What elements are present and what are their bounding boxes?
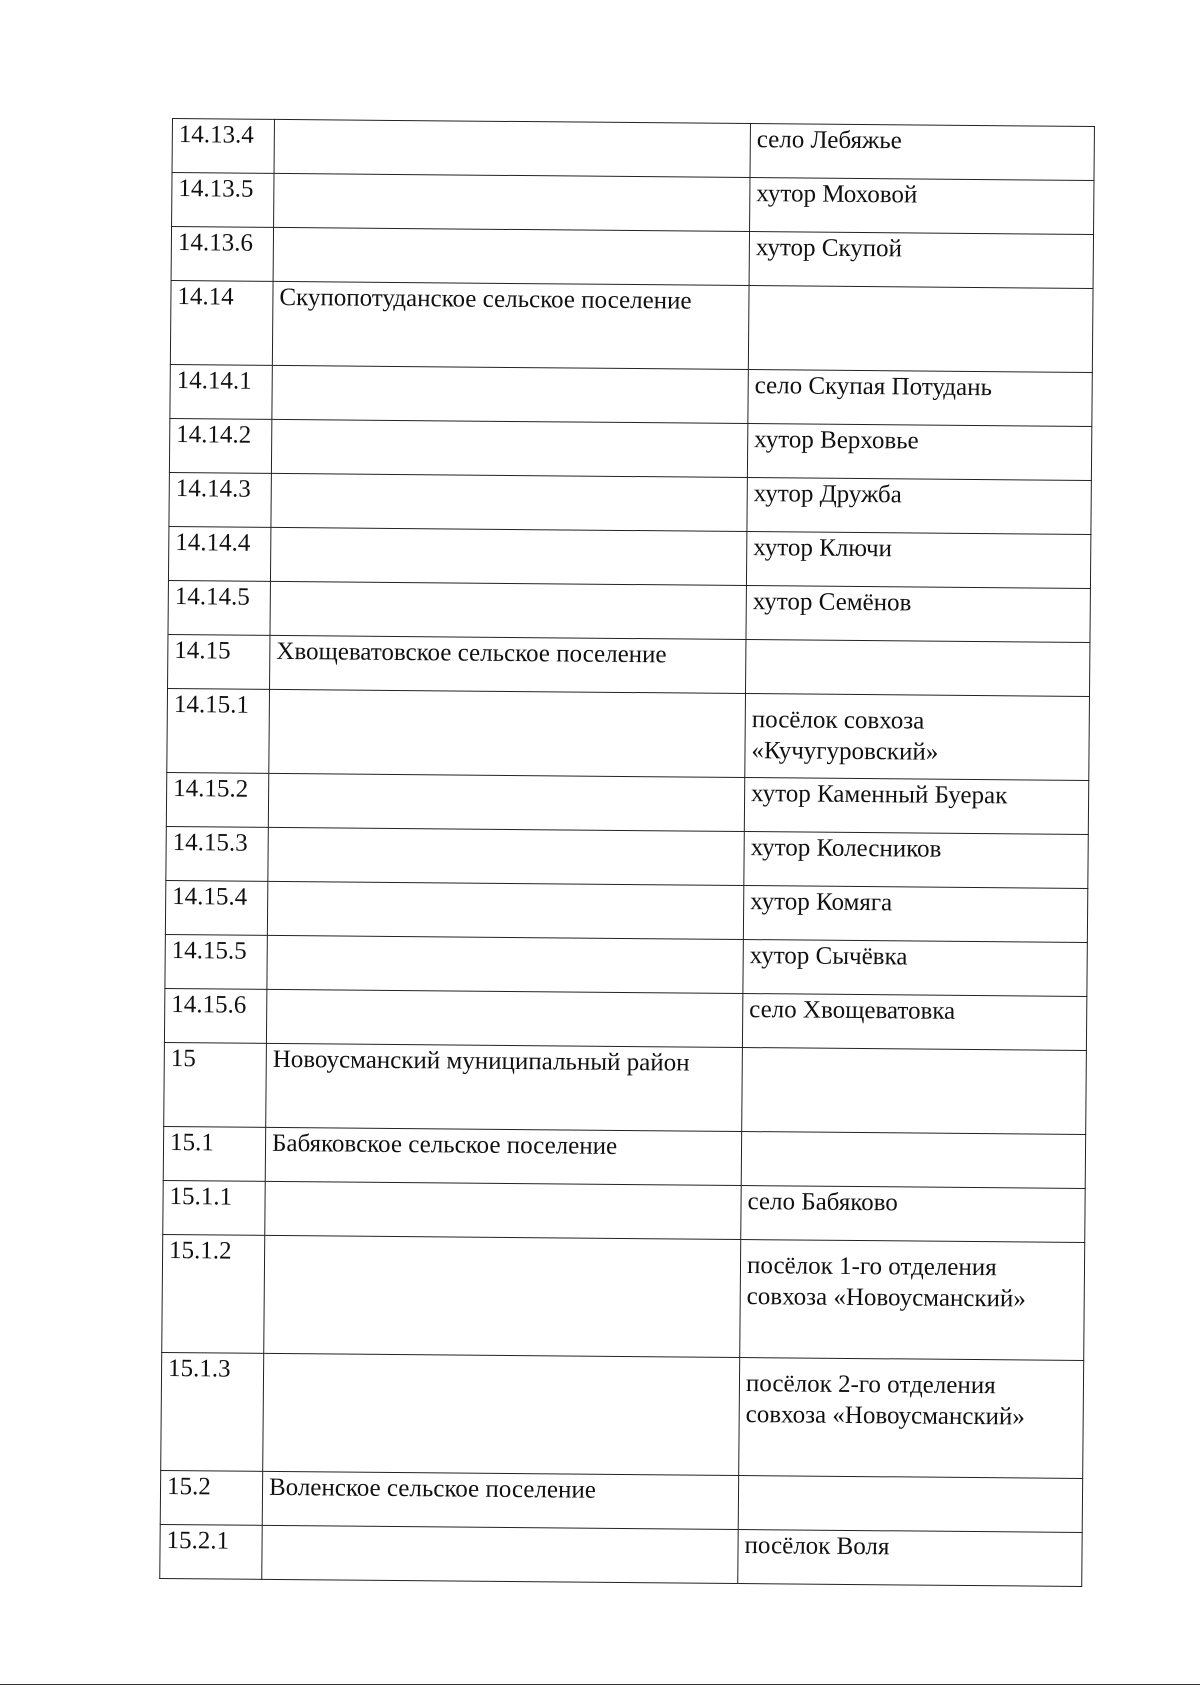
- row-number: 15.1.1: [163, 1180, 265, 1235]
- settlement-name: [272, 365, 748, 423]
- locality-name: [745, 640, 1089, 697]
- table-row: [169, 472, 1091, 534]
- locality-name: село Лебяжье: [750, 124, 1094, 181]
- settlement-name: [268, 773, 744, 831]
- settlement-name: Хвощеватовское сельское поселение: [270, 635, 746, 693]
- locality-name: хутор Колесников: [744, 832, 1088, 889]
- row-number: 15.1: [163, 1126, 265, 1181]
- table-row: [170, 364, 1092, 426]
- locality-name: село Бабяково: [741, 1186, 1085, 1243]
- row-number: 15.1.3: [161, 1352, 264, 1471]
- settlement-name: [270, 527, 746, 585]
- row-number: 14.15.5: [165, 934, 267, 989]
- row-number: 14.14.3: [169, 472, 271, 527]
- settlement-name: [265, 1181, 741, 1239]
- settlement-name: [263, 1353, 740, 1475]
- settlement-name: Скупопотуданское сельское поселение: [272, 281, 749, 369]
- settlements-table-wrapper: [159, 118, 1094, 1587]
- row-number: 14.14.1: [170, 364, 272, 419]
- settlement-name: Новоусманский муниципальный район: [266, 1043, 743, 1131]
- row-number: 15.2.1: [160, 1524, 262, 1579]
- settlement-name: [274, 173, 750, 231]
- settlement-name: [262, 1525, 738, 1583]
- row-number: 15.2: [160, 1470, 262, 1525]
- row-number: 14.14.4: [168, 526, 270, 581]
- table-row: [172, 173, 1094, 235]
- table-row: [167, 688, 1090, 780]
- row-number: 14.14.2: [169, 418, 271, 473]
- locality-name: посёлок Воля: [738, 1529, 1082, 1586]
- settlement-name: [269, 689, 746, 777]
- settlement-name: [264, 1235, 741, 1357]
- table-row: [168, 634, 1090, 696]
- row-number: 14.13.5: [172, 173, 274, 228]
- settlement-name: [267, 881, 743, 939]
- settlement-name: [268, 827, 744, 885]
- row-number: 14.15.4: [165, 880, 267, 935]
- locality-name: хутор Дружба: [747, 478, 1091, 535]
- settlement-name: Бабяковское сельское поселение: [265, 1127, 741, 1185]
- table-row: [164, 988, 1086, 1050]
- locality-name: хутор Каменный Буерак: [744, 778, 1088, 835]
- page-bottom-rule: [0, 1684, 1200, 1685]
- table-row: [160, 1470, 1082, 1532]
- settlement-name: [274, 119, 750, 177]
- locality-name: хутор Верховье: [747, 424, 1091, 481]
- locality-name: [748, 286, 1093, 373]
- table-row: [166, 826, 1088, 888]
- locality-name: хутор Комяга: [743, 886, 1087, 943]
- locality-name: хутор Семёнов: [746, 586, 1090, 643]
- table-row: [170, 280, 1093, 372]
- settlement-name: [271, 419, 747, 477]
- locality-name: хутор Сычёвка: [743, 940, 1087, 997]
- table-row: [166, 772, 1088, 834]
- table-row: [163, 1180, 1085, 1242]
- table-row: [168, 526, 1090, 588]
- row-number: 14.15.2: [166, 772, 268, 827]
- table-row: [168, 580, 1090, 642]
- row-number: 14.15.1: [167, 688, 270, 773]
- locality-name: посёлок 2-го отделения совхоза «Новоусманский»: [739, 1358, 1084, 1479]
- row-number: 14.14.5: [168, 580, 270, 635]
- table-row: [165, 880, 1087, 942]
- settlement-name: [267, 935, 743, 993]
- locality-name: посёлок 1-го отделения совхоза «Новоусманский»: [740, 1240, 1085, 1361]
- locality-name: хутор Скупой: [749, 232, 1093, 289]
- row-number: 15: [164, 1042, 267, 1127]
- row-number: 14.13.6: [171, 227, 273, 282]
- locality-name: посёлок совхоза «Кучугуровский»: [745, 694, 1090, 781]
- table-row: [169, 418, 1091, 480]
- settlement-name: [266, 989, 742, 1047]
- table-row: [161, 1352, 1084, 1478]
- settlements-table: [159, 118, 1095, 1587]
- locality-name: [742, 1048, 1087, 1135]
- row-number: 14.15.6: [164, 988, 266, 1043]
- table-row: [160, 1524, 1082, 1586]
- locality-name: [741, 1132, 1085, 1189]
- row-number: 14.13.4: [172, 119, 274, 174]
- locality-name: хутор Моховой: [750, 178, 1094, 235]
- row-number: 14.15.3: [166, 826, 268, 881]
- row-number: 14.15: [168, 634, 270, 689]
- row-number: 15.1.2: [162, 1234, 265, 1353]
- locality-name: село Хвощеватовка: [742, 994, 1086, 1051]
- settlement-name: Воленское сельское поселение: [262, 1471, 738, 1529]
- row-number: 14.14: [170, 280, 273, 365]
- table-row: [164, 1042, 1087, 1134]
- settlement-name: [273, 227, 749, 285]
- table-row: [165, 934, 1087, 996]
- table-row: [162, 1234, 1085, 1360]
- locality-name: хутор Ключи: [746, 532, 1090, 589]
- locality-name: [738, 1475, 1082, 1532]
- locality-name: село Скупая Потудань: [748, 370, 1092, 427]
- table-row: [163, 1126, 1085, 1188]
- settlement-name: [270, 581, 746, 639]
- table-row: [171, 227, 1093, 289]
- table-row: [172, 119, 1094, 181]
- settlement-name: [271, 473, 747, 531]
